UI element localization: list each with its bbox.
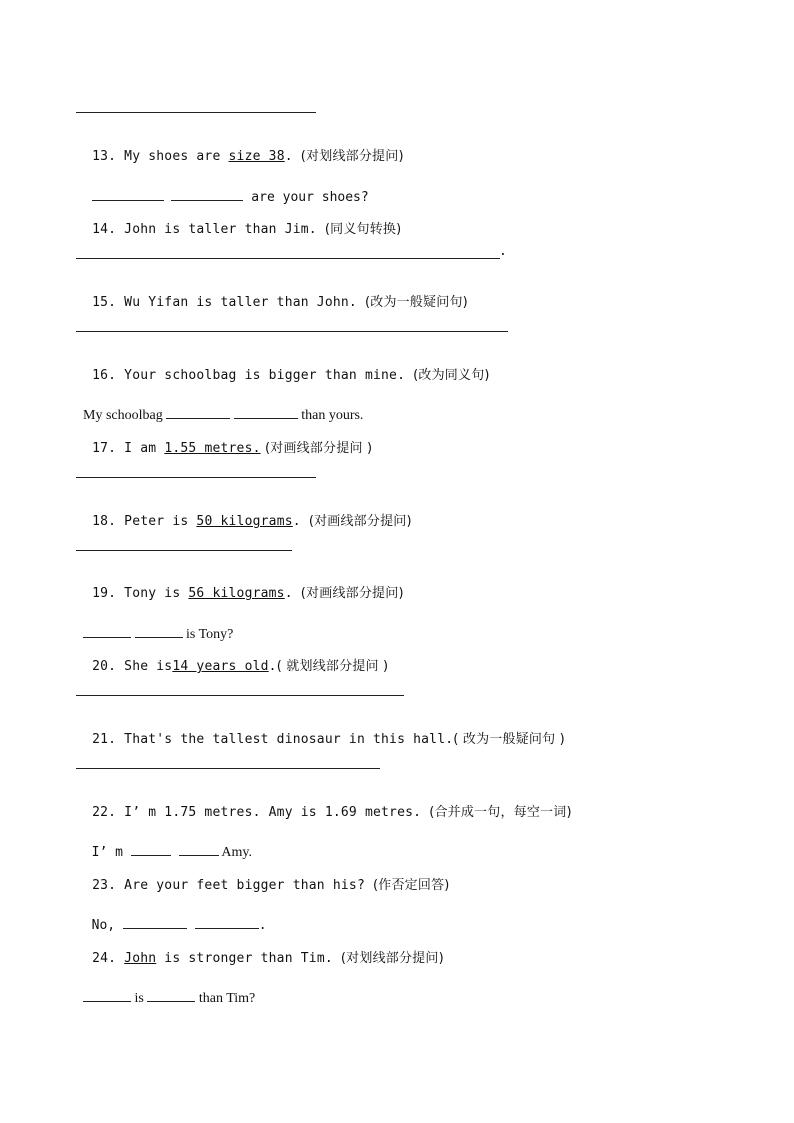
question-23: 23. Are your feet bigger than his? (作否定回答) [92,878,450,893]
instruction-note: (合并成一句，每空一词) [429,805,572,820]
question-21: 21. That's the tallest dinosaur in this hall.( 改为一般疑问句 ) [92,732,565,747]
answer-line-21[interactable] [76,768,380,769]
answer-22: I’ m Amy. [91,845,252,860]
answer-line-14[interactable] [76,258,500,259]
blank-field[interactable] [131,843,171,856]
answer-line-15[interactable] [76,331,508,332]
blank-field[interactable] [171,188,243,201]
blank-field[interactable] [123,916,187,929]
question-13: 13. My shoes are size 38. (对划线部分提问) [92,149,404,164]
underlined-phrase: 14 years old [172,659,269,674]
blank-field[interactable] [234,406,298,419]
question-19: 19. Tony is 56 kilograms. (对画线部分提问) [92,586,404,601]
instruction-note: (作否定回答) [373,878,450,893]
answer-13: are your shoes? [76,172,369,206]
blank-field[interactable] [195,916,259,929]
instruction-note: (同义句转换) [324,222,402,237]
answer-line-18[interactable] [76,550,292,551]
blank-field[interactable] [147,989,195,1002]
answer-19: is Tony? [76,609,233,643]
underlined-phrase: 50 kilograms [196,514,293,529]
underlined-phrase: 1.55 metres. [164,441,261,456]
question-22: 22. I’ m 1.75 metres. Amy is 1.69 metres. (合并成一句，每空一词) [92,805,572,820]
blank-field[interactable] [83,625,131,638]
instruction-note: (对划线部分提问) [340,951,444,966]
underlined-phrase: size 38 [228,149,285,164]
blank-field[interactable] [179,843,219,856]
instruction-note: (对画线部分提问 ) [260,441,373,456]
answer-line-20[interactable] [76,695,404,696]
question-24: 24. John is stronger than Tim. (对划线部分提问) [92,951,444,966]
answer-24: is than Tim? [76,973,255,1007]
question-17: 17. I am 1.55 metres. (对画线部分提问 ) [92,441,373,456]
instruction-note: (改为同义句) [413,368,490,383]
underlined-phrase: 56 kilograms [188,586,285,601]
instruction-note: ( 改为一般疑问句 ) [453,732,565,747]
answer-14-end: . [499,244,507,259]
answer-line-17[interactable] [76,477,316,478]
instruction-note: ( 就划线部分提问 ) [276,659,389,674]
instruction-note: (对画线部分提问) [300,586,404,601]
answer-23: No, . [91,918,267,933]
blank-field[interactable] [166,406,230,419]
question-20: 20. She is14 years old.( 就划线部分提问 ) [92,659,389,674]
question-16: 16. Your schoolbag is bigger than mine. (改为同义句) [92,368,490,383]
instruction-note: (对画线部分提问) [308,514,412,529]
blank-field[interactable] [135,625,183,638]
blank-field[interactable] [92,188,164,201]
blank-field[interactable] [83,989,131,1002]
answer-16: My schoolbag than yours. [83,408,364,423]
question-18: 18. Peter is 50 kilograms. (对画线部分提问) [92,514,412,529]
instruction-note: (对划线部分提问) [300,149,404,164]
underlined-phrase: John [124,951,157,966]
answer-line-12 [76,112,316,113]
question-15: 15. Wu Yifan is taller than John. (改为一般疑问句) [92,295,468,310]
question-14: 14. John is taller than Jim. (同义句转换) [92,222,402,237]
instruction-note: (改为一般疑问句) [364,295,468,310]
